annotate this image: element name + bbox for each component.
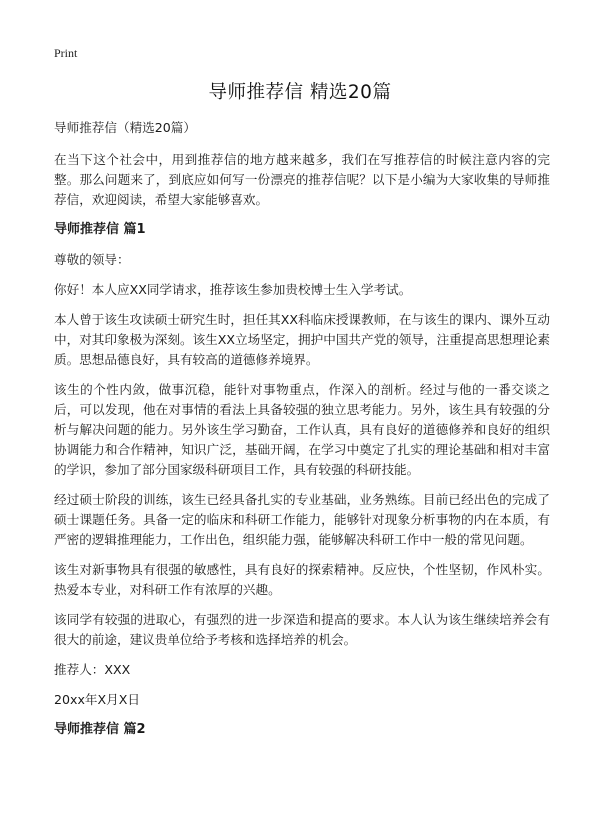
letter-paragraph-6: 该同学有较强的进取心，有强烈的进一步深造和提高的要求。本人认为该生继续培养会有很大的前途，建议贵单位给予考核和选择培养的机会。 [54, 612, 550, 647]
letter-paragraph-4: 经过硕士阶段的训练，该生已经具备扎实的专业基础，业务熟练。目前已经出色的完成了硕士课题任务。具备一定的临床和科研工作能力，能够针对现象分析事物的内在本质，有严密的逻辑推理能力，工作出色，组织能力强，能够解决科研工作中一般的常见问题。 [54, 492, 550, 547]
section-1-heading: 导师推荐信 篇1 [54, 222, 146, 237]
document-subtitle: 导师推荐信（精选20篇） [54, 120, 196, 135]
document-body [54, 118, 550, 750]
letter-paragraph-5: 该生对新事物具有很强的敏感性，具有良好的探索精神。反应快，个性坚韧，作风朴实。热爱本专业，对科研工作有浓厚的兴趣。 [54, 562, 550, 597]
letter-paragraph-1: 你好！本人应XX同学请求，推荐该生参加贵校博士生入学考试。 [54, 282, 412, 297]
print-link[interactable]: Print [54, 46, 78, 60]
intro-paragraph: 在当下这个社会中，用到推荐信的地方越来越多，我们在写推荐信的时候注意内容的完整。那么问题来了，到底应如何写一份漂亮的推荐信呢？以下是小编为大家收集的导师推荐信，欢迎阅读，希望大家能够喜欢。 [54, 152, 550, 207]
letter-paragraph-3: 该生的个性内敛，做事沉稳，能针对事物重点，作深入的剖析。经过与他的一番交谈之后，可以发现，他在对事情的看法上具备较强的独立思考能力。另外，该生具有较强的分析与解决问题的能力。另外该生学习勤奋，工作认真，具有良好的道德修养和良好的组织协调能力和合作精神，知识广泛，基础开阔，在学习中奠定了扎实的理论基础和相对丰富的学识，参加了部分国家级科研项目工作，具有较强的科研技能。 [54, 382, 550, 477]
letter-recommender: 推荐人：XXX [54, 662, 131, 677]
letter-greeting: 尊敬的领导： [54, 252, 130, 267]
document-title: 导师推荐信 精选20篇 [208, 82, 392, 103]
section-2-heading: 导师推荐信 篇2 [54, 722, 146, 737]
letter-date: 20xx年X月X日 [54, 692, 140, 707]
letter-paragraph-2: 本人曾于该生攻读硕士研究生时，担任其XX科临床授课教师，在与该生的课内、课外互动中，对其印象极为深刻。该生XX立场坚定，拥护中国共产党的领导，注重提高思想理论素质。思想品德良好，具有较高的道德修养境界。 [54, 312, 550, 367]
